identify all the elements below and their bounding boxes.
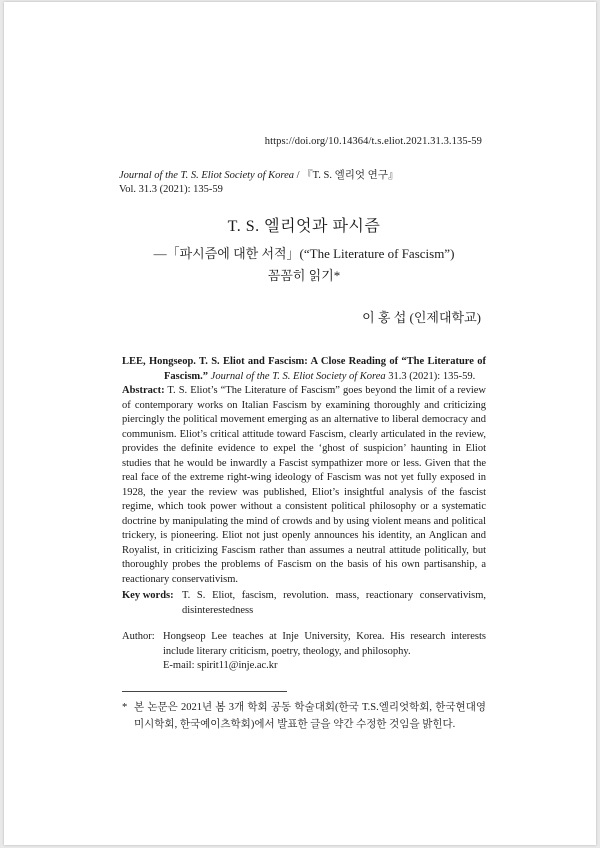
keywords-label: Key words:	[122, 590, 174, 601]
journal-title-line	[119, 169, 398, 183]
author-info-body	[152, 630, 486, 674]
citation	[122, 355, 486, 384]
paper-subtitle-2: 꼼꼼히 읽기*	[267, 268, 341, 283]
abstract-text: T. S. Eliot’s “The Literature of Fascism” goes beyond the limit of a review of contemporary works on Italian Fascism by examining thoroughly and criticizing piercingly the political movement emerging as an alternative to liberal democracy and communism. Eliot’s critical attitude toward Fascism, clearly articulated in the review, provides the definite evidence to expel the ‘ghost of suspicion’ haunting in Eliot studies that he would be inwardly a Fascist sympathizer more or less. Given that the real face of the extreme right-wing ideology of Fascism was not yet fully exposed in 1928, the year the review was published, Eliot’s insightful analysis of the fascist regime, which took power without a consistent political philosophy or a systematic doctrine by manipulating the mind of crowds and by using violent means and political trickery, is pioneering. Eliot not just openly announces his identity, an Anglican and Royalist, in criticizing Fascism rather than assumes a neutral attitude politically, but thoroughly probes the problems of Fascism on the basis of his own partisanship, a reactionary conservativism.	[122, 385, 486, 585]
title-block	[114, 215, 494, 287]
citation-rest: 31.3 (2021): 135-59.	[385, 370, 476, 382]
journal-separator: /	[293, 170, 303, 181]
author-info-row	[122, 630, 486, 674]
doi-link[interactable]: https://doi.org/10.14364/t.s.eliot.2021.31.3.135-59	[264, 136, 482, 147]
author-name: 이 홍 섭 (인제대학교)	[362, 310, 481, 325]
author-info-section	[122, 630, 486, 674]
citation-bold: LEE, Hongseop. T. S. Eliot and Fascism: A Close Reading of “The Literature of Fascism.”	[122, 356, 486, 382]
author-info-label: Author:	[122, 631, 155, 642]
footnote-mark: *	[122, 702, 128, 713]
abstract-label: Abstract:	[122, 385, 165, 396]
footnote	[122, 699, 486, 733]
paper-subtitle: —「파시즘에 대한 서적」(“The Literature of Fascism”)	[153, 246, 455, 261]
footnote-text: 본 논문은 2021년 봄 3개 학회 공동 학술대회(한국 T.S.엘리엇학회, 한국현대영미시학회, 한국예이츠학회)에서 발표한 글을 약간 수정한 것임을 밝힌다.	[134, 702, 486, 730]
journal-name-en: Journal of the T. S. Eliot Society of Korea	[119, 170, 294, 181]
abstract-section	[122, 355, 486, 587]
keywords-text: T. S. Eliot, fascism, revolution. mass, reactionary conservativism, disinterestedness	[182, 590, 486, 616]
paper-title: T. S. 엘리엇과 파시즘	[227, 218, 381, 235]
keywords-section	[122, 589, 486, 618]
paper-page	[4, 2, 596, 845]
author-bio: Hongseop Lee teaches at Inje University, Korea. His research interests include literary criticism, poetry, theology, and philosophy.	[163, 631, 486, 657]
citation-journal: Journal of the T. S. Eliot Society of Korea	[210, 370, 386, 382]
footnote-divider	[122, 691, 287, 692]
abstract	[122, 384, 486, 587]
author-email[interactable]: E-mail: spirit11@inje.ac.kr	[163, 660, 278, 671]
journal-header	[119, 169, 398, 197]
journal-name-ko: 『T. S. 엘리엇 연구』	[302, 170, 399, 181]
journal-volume: Vol. 31.3 (2021): 135-59	[119, 184, 223, 195]
